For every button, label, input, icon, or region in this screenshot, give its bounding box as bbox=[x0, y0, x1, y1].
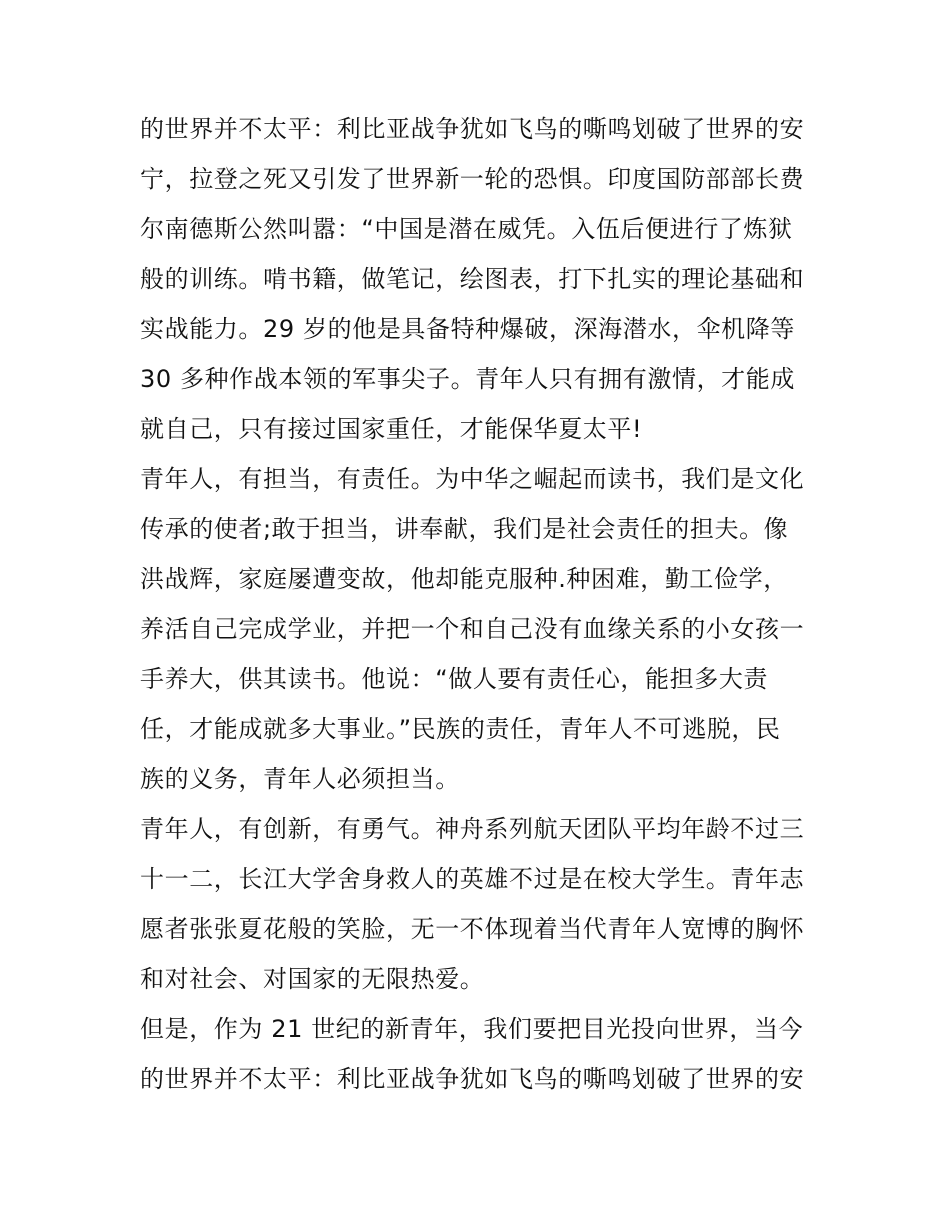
text-line: 任，才能成就多大事业。”民族的责任，青年人不可逃脱，民 bbox=[140, 715, 781, 743]
text-line: 十一二，长江大学舍身救人的英雄不过是在校大学生。青年志 bbox=[140, 865, 805, 893]
text-line: 30 多种作战本领的军事尖子。青年人只有拥有激情，才能成 bbox=[140, 365, 795, 393]
document-body bbox=[140, 104, 820, 1102]
text-line: 的世界并不太平：利比亚战争犹如飞鸟的嘶鸣划破了世界的安 bbox=[140, 1065, 805, 1093]
text-line: 族的义务，青年人必须担当。 bbox=[140, 765, 460, 793]
text-line: 愿者张张夏花般的笑脸，无一不体现着当代青年人宽博的胸怀 bbox=[140, 915, 805, 943]
text-line: 和对社会、对国家的无限热爱。 bbox=[140, 965, 485, 993]
text-line: 般的训练。啃书籍，做笔记，绘图表，打下扎实的理论基础和 bbox=[140, 265, 805, 293]
text-line: 洪战辉，家庭屡遭变故，他却能克服种.种困难，勤工俭学， bbox=[140, 565, 788, 593]
text-line: 实战能力。29 岁的他是具备特种爆破，深海潜水，伞机降等 bbox=[140, 315, 795, 343]
text-line: 养活自己完成学业，并把一个和自己没有血缘关系的小女孩一 bbox=[140, 615, 805, 643]
text-line: 但是，作为 21 世纪的新青年，我们要把目光投向世界，当今 bbox=[140, 1015, 804, 1043]
text-line: 青年人，有担当，有责任。为中华之崛起而读书，我们是文化 bbox=[140, 465, 805, 493]
text-line: 的世界并不太平：利比亚战争犹如飞鸟的嘶鸣划破了世界的安 bbox=[140, 115, 805, 143]
text-line: 青年人，有创新，有勇气。神舟系列航天团队平均年龄不过三 bbox=[140, 815, 805, 843]
text-line: 传承的使者;敢于担当，讲奉献，我们是社会责任的担夫。像 bbox=[140, 515, 789, 543]
text-line: 尔南德斯公然叫嚣：“中国是潜在威凭。入伍后便进行了炼狱 bbox=[140, 215, 793, 243]
text-line: 宁，拉登之死又引发了世界新一轮的恐惧。印度国防部部长费 bbox=[140, 165, 805, 193]
text-line: 手养大，供其读书。他说：“做人要有责任心，能担多大责 bbox=[140, 665, 769, 693]
text-line: 就自己，只有接过国家重任，才能保华夏太平! bbox=[140, 415, 643, 443]
